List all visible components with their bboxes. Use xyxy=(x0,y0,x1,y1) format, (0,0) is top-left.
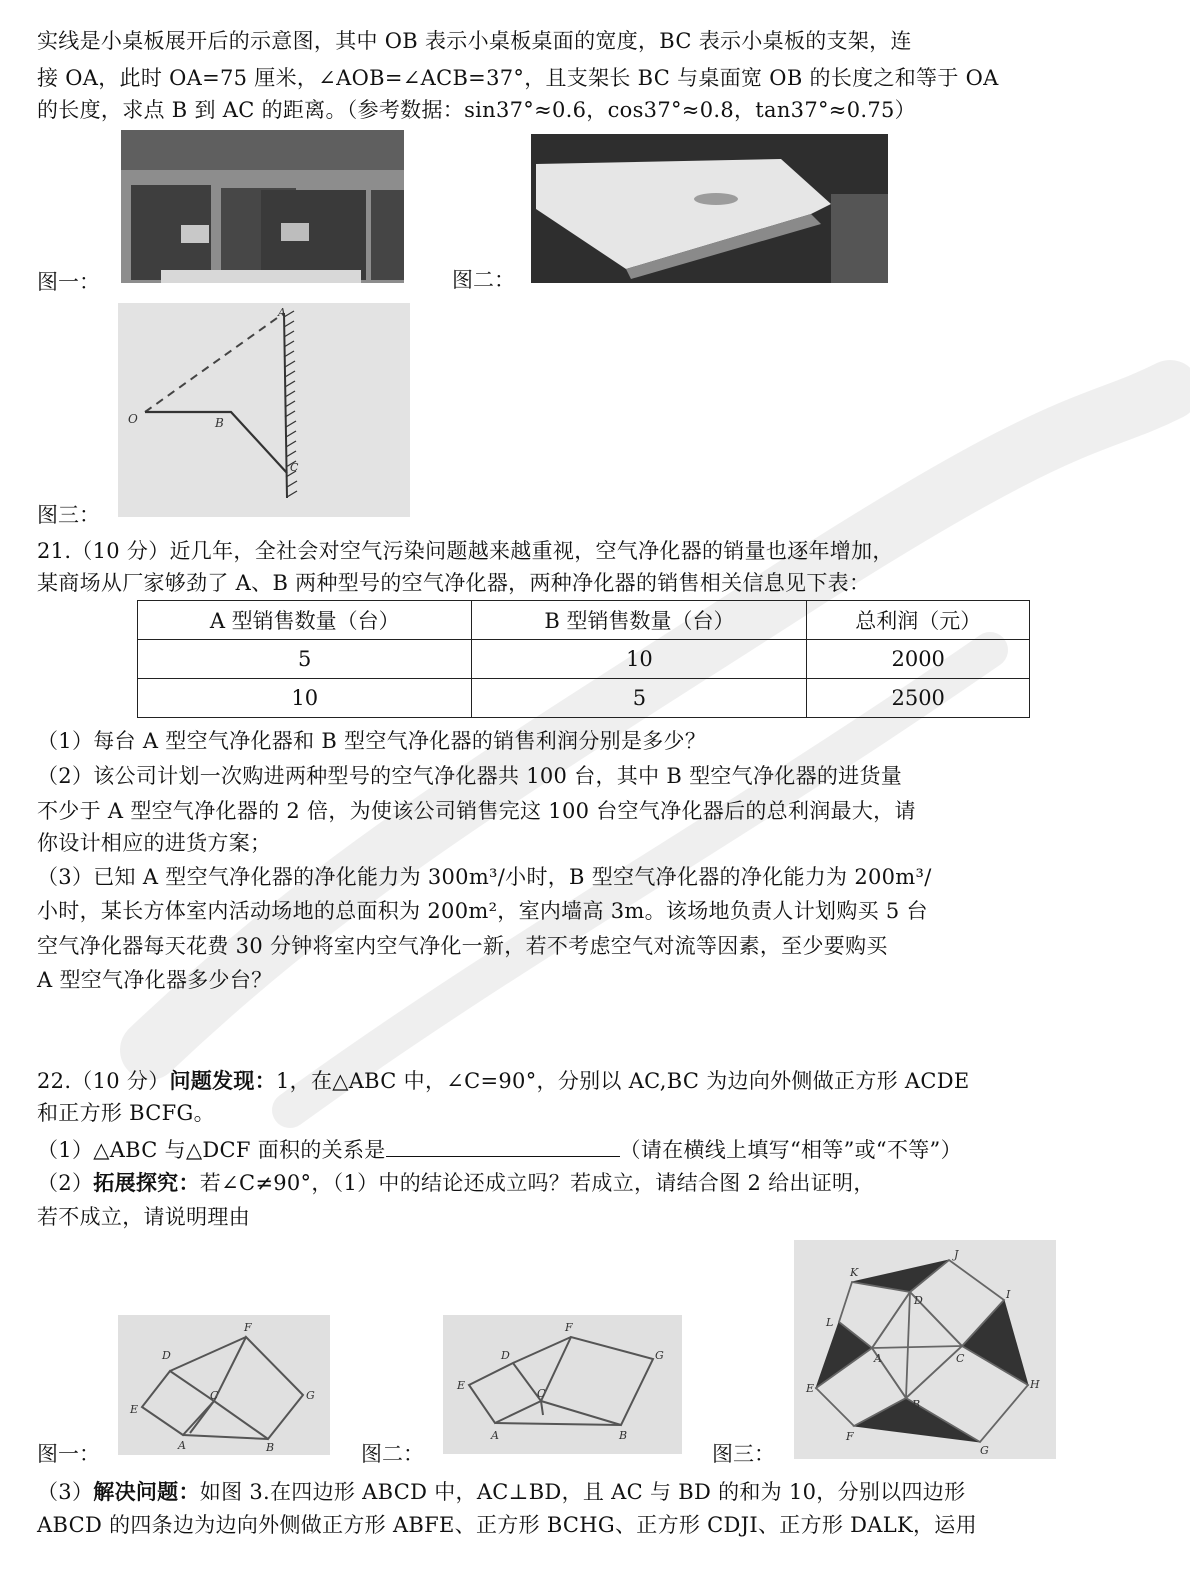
table-row xyxy=(138,679,1030,718)
q22-part-3-text: 如图 3.在四边形 ABCD 中，AC⊥BD，且 AC 与 BD 的和为 10，分别以四边形 xyxy=(199,1480,966,1504)
q22-figure-3-diagram xyxy=(794,1240,1056,1459)
q20-text-line-3: 的长度，求点 B 到 AC 的距离。（参考数据：sin37°≈0.6，cos37°≈0.8，tan37°≈0.75） xyxy=(37,98,916,122)
q22-heading-solve: 解决问题： xyxy=(93,1479,200,1504)
label-B: B xyxy=(215,416,224,430)
q20-figure-1-photo xyxy=(121,130,404,283)
q22-intro-line-2: 和正方形 BCFG。 xyxy=(37,1101,215,1125)
table-cell: 5 xyxy=(138,640,472,679)
q20-figure-3-diagram xyxy=(118,303,410,517)
label-E: E xyxy=(457,1379,466,1392)
q21-part-3-line-3: 空气净化器每天花费 30 分钟将室内空气净化一新，若不考虑空气对流等因素，至少要购买 xyxy=(37,934,888,958)
q22-part-1-text: （1）△ABC 与△DCF 面积的关系是 xyxy=(37,1138,386,1162)
q20-figure-1-caption: 图一： xyxy=(37,270,100,294)
q22-part-1 xyxy=(37,1136,1163,1164)
label-C: C xyxy=(290,461,299,474)
label-G: G xyxy=(306,1389,315,1402)
q21-text-line-1: 21.（10 分）近几年，全社会对空气污染问题越来越重视，空气净化器的销量也逐年增加， xyxy=(37,539,894,563)
label-A: A xyxy=(874,1352,882,1365)
q22-figure-1-caption: 图一： xyxy=(37,1442,100,1466)
label-F: F xyxy=(244,1321,252,1334)
q22-part-2-line-2: 若不成立，请说明理由 xyxy=(37,1205,250,1229)
q20-text-line-2: 接 OA，此时 OA=75 厘米，∠AOB=∠ACB=37°，且支架长 BC 与桌面宽 OB 的长度之和等于 OA xyxy=(37,66,999,90)
q21-part-3-line-1: （3）已知 A 型空气净化器的净化能力为 300m³/小时，B 型空气净化器的净化能力为 200m³/ xyxy=(37,865,932,889)
q20-figure-3-caption: 图三： xyxy=(37,503,100,527)
q21-part-3-line-4: A 型空气净化器多少台？ xyxy=(37,968,273,992)
q22-part-2-number: （2） xyxy=(37,1171,94,1195)
label-B: B xyxy=(266,1441,275,1454)
q21-part-2-line-1: （2）该公司计划一次购进两种型号的空气净化器共 100 台，其中 B 型空气净化器的进货量 xyxy=(37,764,903,788)
label-A: A xyxy=(178,1439,186,1452)
q20-figure-2-caption: 图二： xyxy=(452,268,515,292)
label-D: D xyxy=(162,1349,171,1362)
q22-intro-line xyxy=(37,1067,1163,1095)
label-G: G xyxy=(655,1349,664,1362)
q22-part-3-line-1 xyxy=(37,1478,1163,1506)
label-E: E xyxy=(130,1403,139,1416)
label-C: C xyxy=(537,1387,546,1400)
table-cell: 5 xyxy=(472,679,807,718)
q21-part-3-line-2: 小时，某长方体室内活动场地的总面积为 200m²，室内墙高 3m。该场地负责人计划购买 5 台 xyxy=(37,899,928,923)
label-A: A xyxy=(278,306,286,319)
q20-figure-2-photo xyxy=(531,134,888,283)
q22-heading-problem-discovery: 问题发现： xyxy=(169,1068,276,1093)
q22-figure-2-caption: 图二： xyxy=(361,1442,424,1466)
q21-part-2-line-2: 不少于 A 型空气净化器的 2 倍，为使该公司销售完这 100 台空气净化器后的总利润最大，请 xyxy=(37,799,916,823)
label-K: K xyxy=(850,1266,859,1279)
q21-part-1: （1）每台 A 型空气净化器和 B 型空气净化器的销售利润分别是多少？ xyxy=(37,729,707,753)
q22-part-3-number: （3） xyxy=(37,1480,94,1504)
q21-part-2-line-3: 你设计相应的进货方案； xyxy=(37,831,272,855)
label-D: D xyxy=(501,1349,510,1362)
q22-part-2-text: 若∠C≠90°，（1）中的结论还成立吗？若成立，请结合图 2 给出证明， xyxy=(199,1171,875,1195)
table-row xyxy=(138,640,1030,679)
q22-part-2-line-1 xyxy=(37,1169,1163,1197)
label-A: A xyxy=(491,1429,499,1442)
label-C: C xyxy=(956,1352,965,1365)
table-cell: 10 xyxy=(472,640,807,679)
q22-heading-extension: 拓展探究： xyxy=(93,1170,200,1195)
q22-number: 22.（10 分） xyxy=(37,1069,170,1093)
sales-table xyxy=(137,600,1030,718)
table-cell: 2000 xyxy=(807,640,1030,679)
label-H: H xyxy=(1030,1378,1040,1391)
table-header-cell: A 型销售数量（台） xyxy=(138,601,472,640)
label-I: I xyxy=(1006,1288,1011,1301)
q22-part-1-hint: （请在横线上填写“相等”或“不等”） xyxy=(619,1138,962,1162)
label-O: O xyxy=(128,412,138,426)
label-E: E xyxy=(806,1382,815,1395)
label-B: B xyxy=(619,1429,628,1442)
q21-text-line-2: 某商场从厂家够劲了 A、B 两种型号的空气净化器，两种净化器的销售相关信息见下表： xyxy=(37,571,871,595)
table-header-cell: B 型销售数量（台） xyxy=(472,601,807,640)
label-B: B xyxy=(912,1398,921,1411)
q22-part-3-line-2: ABCD 的四条边为边向外侧做正方形 ABFE、正方形 BCHG、正方形 CDJI、正方形 DALK，运用 xyxy=(37,1513,977,1537)
label-F: F xyxy=(846,1430,854,1443)
label-J: J xyxy=(954,1248,959,1261)
q22-figure-3-caption: 图三： xyxy=(712,1442,775,1466)
table-cell: 2500 xyxy=(807,679,1030,718)
label-C: C xyxy=(210,1389,219,1402)
q22-figure-1-diagram xyxy=(118,1315,330,1455)
q22-intro-text: 1，在△ABC 中，∠C=90°，分别以 AC,BC 为边向外侧做正方形 ACDE xyxy=(276,1069,970,1093)
answer-blank[interactable] xyxy=(386,1136,620,1157)
q22-figure-2-diagram xyxy=(443,1315,682,1454)
label-F: F xyxy=(565,1321,573,1334)
label-L: L xyxy=(826,1316,834,1329)
q20-text-line-1: 实线是小桌板展开后的示意图，其中 OB 表示小桌板桌面的宽度，BC 表示小桌板的支架，连 xyxy=(37,29,912,53)
label-G: G xyxy=(980,1444,989,1457)
table-header-row xyxy=(138,601,1030,640)
table-header-cell: 总利润（元） xyxy=(807,601,1030,640)
table-cell: 10 xyxy=(138,679,472,718)
label-D: D xyxy=(914,1294,923,1307)
